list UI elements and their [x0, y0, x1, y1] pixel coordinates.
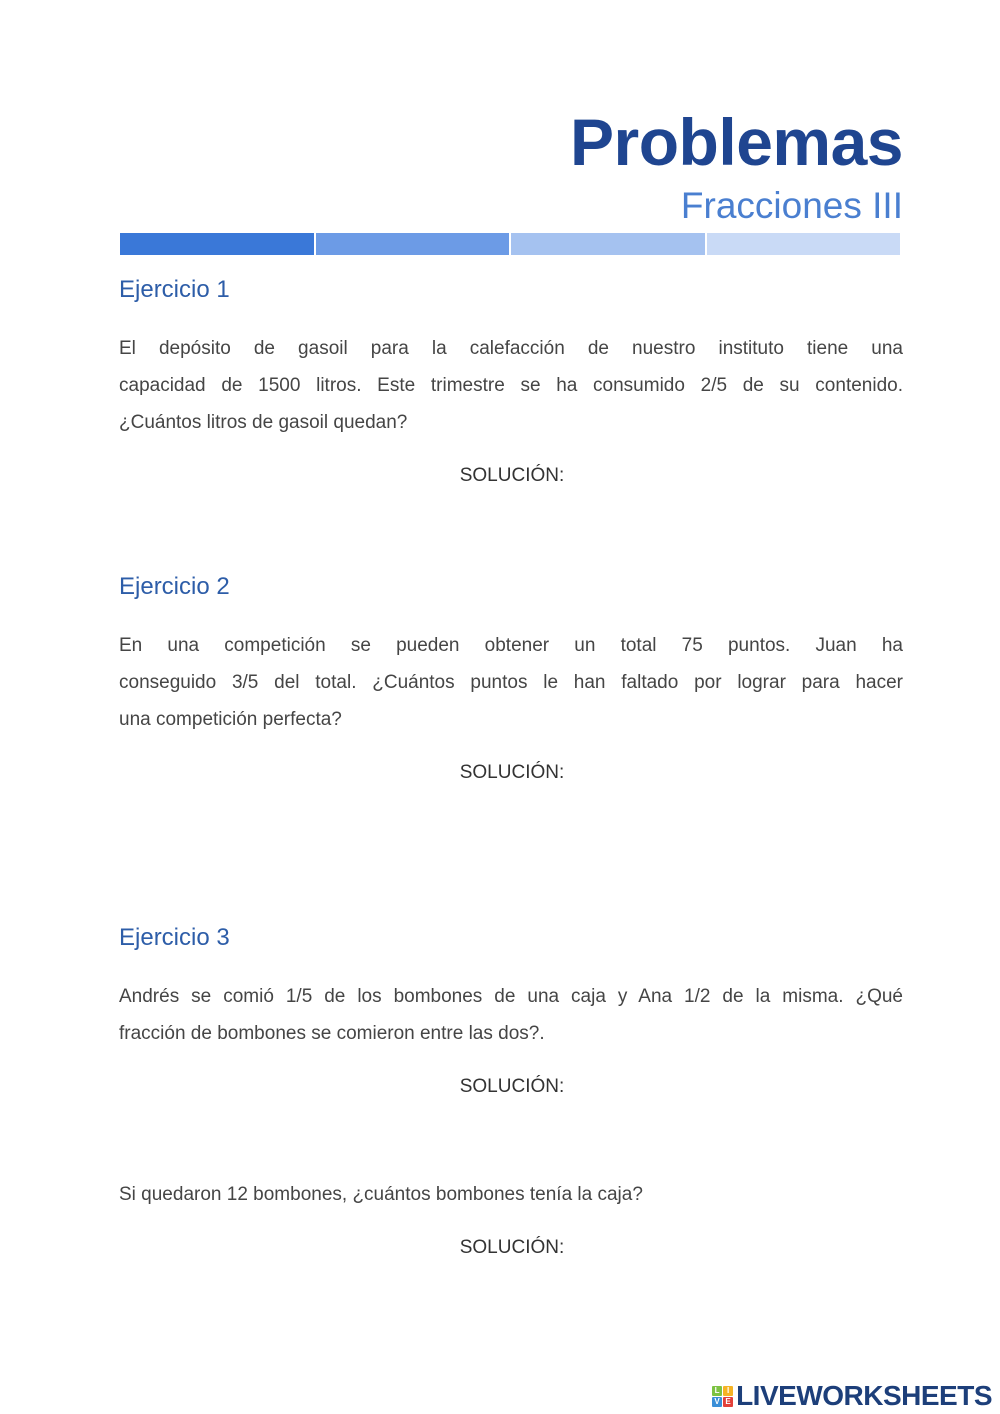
text-line: capacidad de 1500 litros. Este trimestre se ha consumido 2/5 de su contenido. [119, 375, 903, 396]
page-title: Problemas [570, 105, 903, 179]
exercise-3-heading: Ejercicio 3 [119, 924, 230, 951]
bar-segment [120, 233, 314, 255]
exercise-1-solution-label: SOLUCIÓN: [459, 465, 565, 486]
exercise-1-text [119, 330, 903, 441]
text-line: Andrés se comió 1/5 de los bombones de una caja y Ana 1/2 de la misma. ¿Qué [119, 986, 903, 1007]
liveworksheets-logo [712, 1380, 992, 1412]
logo-cube: E [723, 1397, 733, 1407]
bar-segment [511, 233, 705, 255]
exercise-2-heading: Ejercicio 2 [119, 573, 230, 600]
exercise-3-solution-label: SOLUCIÓN: [459, 1076, 565, 1097]
exercise-2-solution-label: SOLUCIÓN: [459, 762, 565, 783]
header-color-bar [120, 233, 900, 255]
text-line: una competición perfecta? [119, 709, 342, 730]
logo-cubes-icon [712, 1386, 733, 1407]
text-line: ¿Cuántos litros de gasoil quedan? [119, 412, 408, 433]
logo-cube: I [723, 1386, 733, 1396]
exercise-3-followup-solution-label: SOLUCIÓN: [459, 1237, 565, 1258]
exercise-3-followup: Si quedaron 12 bombones, ¿cuántos bombones tenía la caja? [119, 1184, 643, 1205]
exercise-1-heading: Ejercicio 1 [119, 276, 230, 303]
page-subtitle: Fracciones III [680, 185, 903, 226]
text-line: fracción de bombones se comieron entre las dos?. [119, 1023, 545, 1044]
logo-cube: L [712, 1386, 722, 1396]
text-line: El depósito de gasoil para la calefacción de nuestro instituto tiene una [119, 338, 903, 359]
bar-segment [316, 233, 510, 255]
exercise-2-text [119, 627, 903, 738]
text-line: En una competición se pueden obtener un total 75 puntos. Juan ha [119, 635, 903, 656]
exercise-3-text [119, 978, 903, 1052]
logo-text: LIVEWORKSHEETS [736, 1380, 992, 1411]
bar-segment [707, 233, 901, 255]
text-line: conseguido 3/5 del total. ¿Cuántos puntos le han faltado por lograr para hacer [119, 672, 903, 693]
logo-cube: V [712, 1397, 722, 1407]
